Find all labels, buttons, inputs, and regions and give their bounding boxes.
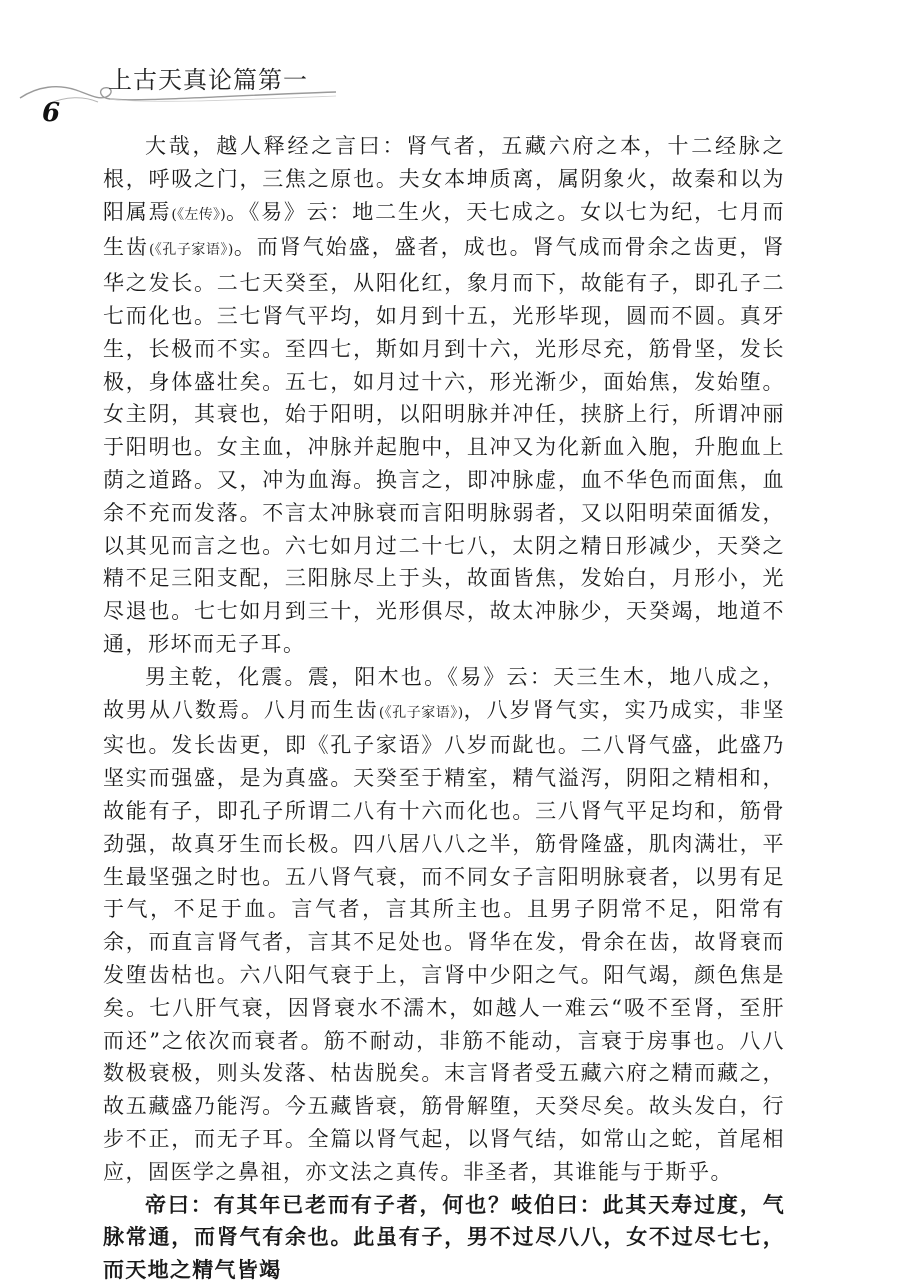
citation-note: (《孔子家语》) [378, 704, 464, 721]
commentary-paragraph-1 [103, 130, 785, 661]
text-span: ，八岁肾气实，实乃成实，非坚实也。发长齿更，即《孔子家语》八岁而龀也。二八肾气盛，此盛乃坚实而强盛，是为真盛。天癸至于精室，精气溢泻，阴阳之精相和，故能有子，即孔子所谓二八有十六而化也。三八肾气平足均和，筋骨劲强，故真牙生而长极。四八居八八之半，筋骨隆盛，肌肉满壮，平生最坚强之时也。五八肾气衰，而不同女子言阳明脉衰者，以男有足于气，不足于血。言气者，言其所主也。且男子阴常不足，阳常有余，而直言肾气者，言其不足处也。肾华在发，骨余在齿，故肾衰而发堕齿枯也。六八阳气衰于上，言肾中少阳之气。阳气竭，颜色焦是矣。七八肝气衰，因肾衰水不濡木，如越人一难云“吸不至肾，至肝而还”之依次而衰者。筋不耐动，非筋不能动，言衰于房事也。八八数极衰极，则头发落、枯齿脱矣。末言肾者受五藏六府之精而藏之，故五藏盛乃能泻。今五藏皆衰，筋骨解堕，天癸尽矣。故头发白，行步不正，而无子耳。全篇以肾气起，以肾气结，如常山之蛇，首尾相应，固医学之鼻祖，亦文法之真传。非圣者，其谁能与于斯乎。 [103, 697, 786, 1184]
page-header [0, 0, 900, 130]
text-span: 。《易》云：地二生火，天七成之。女以七为纪，七月而生齿 [103, 199, 785, 260]
classic-text-paragraph: 帝曰：有其年已老而有子者，何也？岐伯曰：此其天寿过度，气脉常通，而肾气有余也。此虽有子，男不过尽八八，女不过尽七七，而天地之精气皆竭 [103, 1192, 785, 1283]
text-span: 男主乾，化震。震，阳木也。《易》云：天三生木，地八成之，故男从八数焉。八月而生齿 [103, 664, 785, 722]
page-number: 6 [42, 98, 61, 128]
citation-note: (《左传》) [171, 206, 226, 223]
citation-note: (《孔子家语》) [148, 242, 234, 259]
commentary-paragraph-2 [103, 661, 785, 1189]
body-text [103, 130, 785, 1287]
text-span: 。而肾气始盛，盛者，成也。肾气成而骨余之齿更，肾华之发长。二七天癸至，从阳化红，象月而下，故能有子，即孔子二七而化也。三七肾气平均，如月到十五，光形毕现，圆而不圆。真牙生，长极而不实。至四七，斯如月到十六，光形尽充，筋骨坚，发长极，身体盛壮矣。五七，如月过十六，形光渐少，面始焦，发始堕。女主阴，其衰也，始于阳明，以阳明脉并冲任，挟脐上行，所谓冲丽于阳明也。女主血，冲脉并起胞中，且冲又为化新血入胞，升胞血上荫之道路。又，冲为血海。换言之，即冲脉虚，血不华色而面焦，血余不充而发落。不言太冲脉衰而言阳明脉弱者，又以阳明荣面循发，以其见而言之也。六七如月过二十七八，太阴之精日形减少，天癸之精不足三阳支配，三阳脉尽上于头，故面皆焦，发始白，月形小，光尽退也。七七如月到三十，光形俱尽，故太冲脉少，天癸竭，地道不通，形坏而无子耳。 [103, 235, 786, 656]
text-span: 大哉，越人释经之言曰：肾气者，五藏六府之本，十二经脉之根，呼吸之门，三焦之原也。夫女本坤质离，属阴象火，故秦和以为阳属焉 [103, 134, 785, 224]
chapter-title: 上古天真论篇第一 [108, 66, 308, 94]
